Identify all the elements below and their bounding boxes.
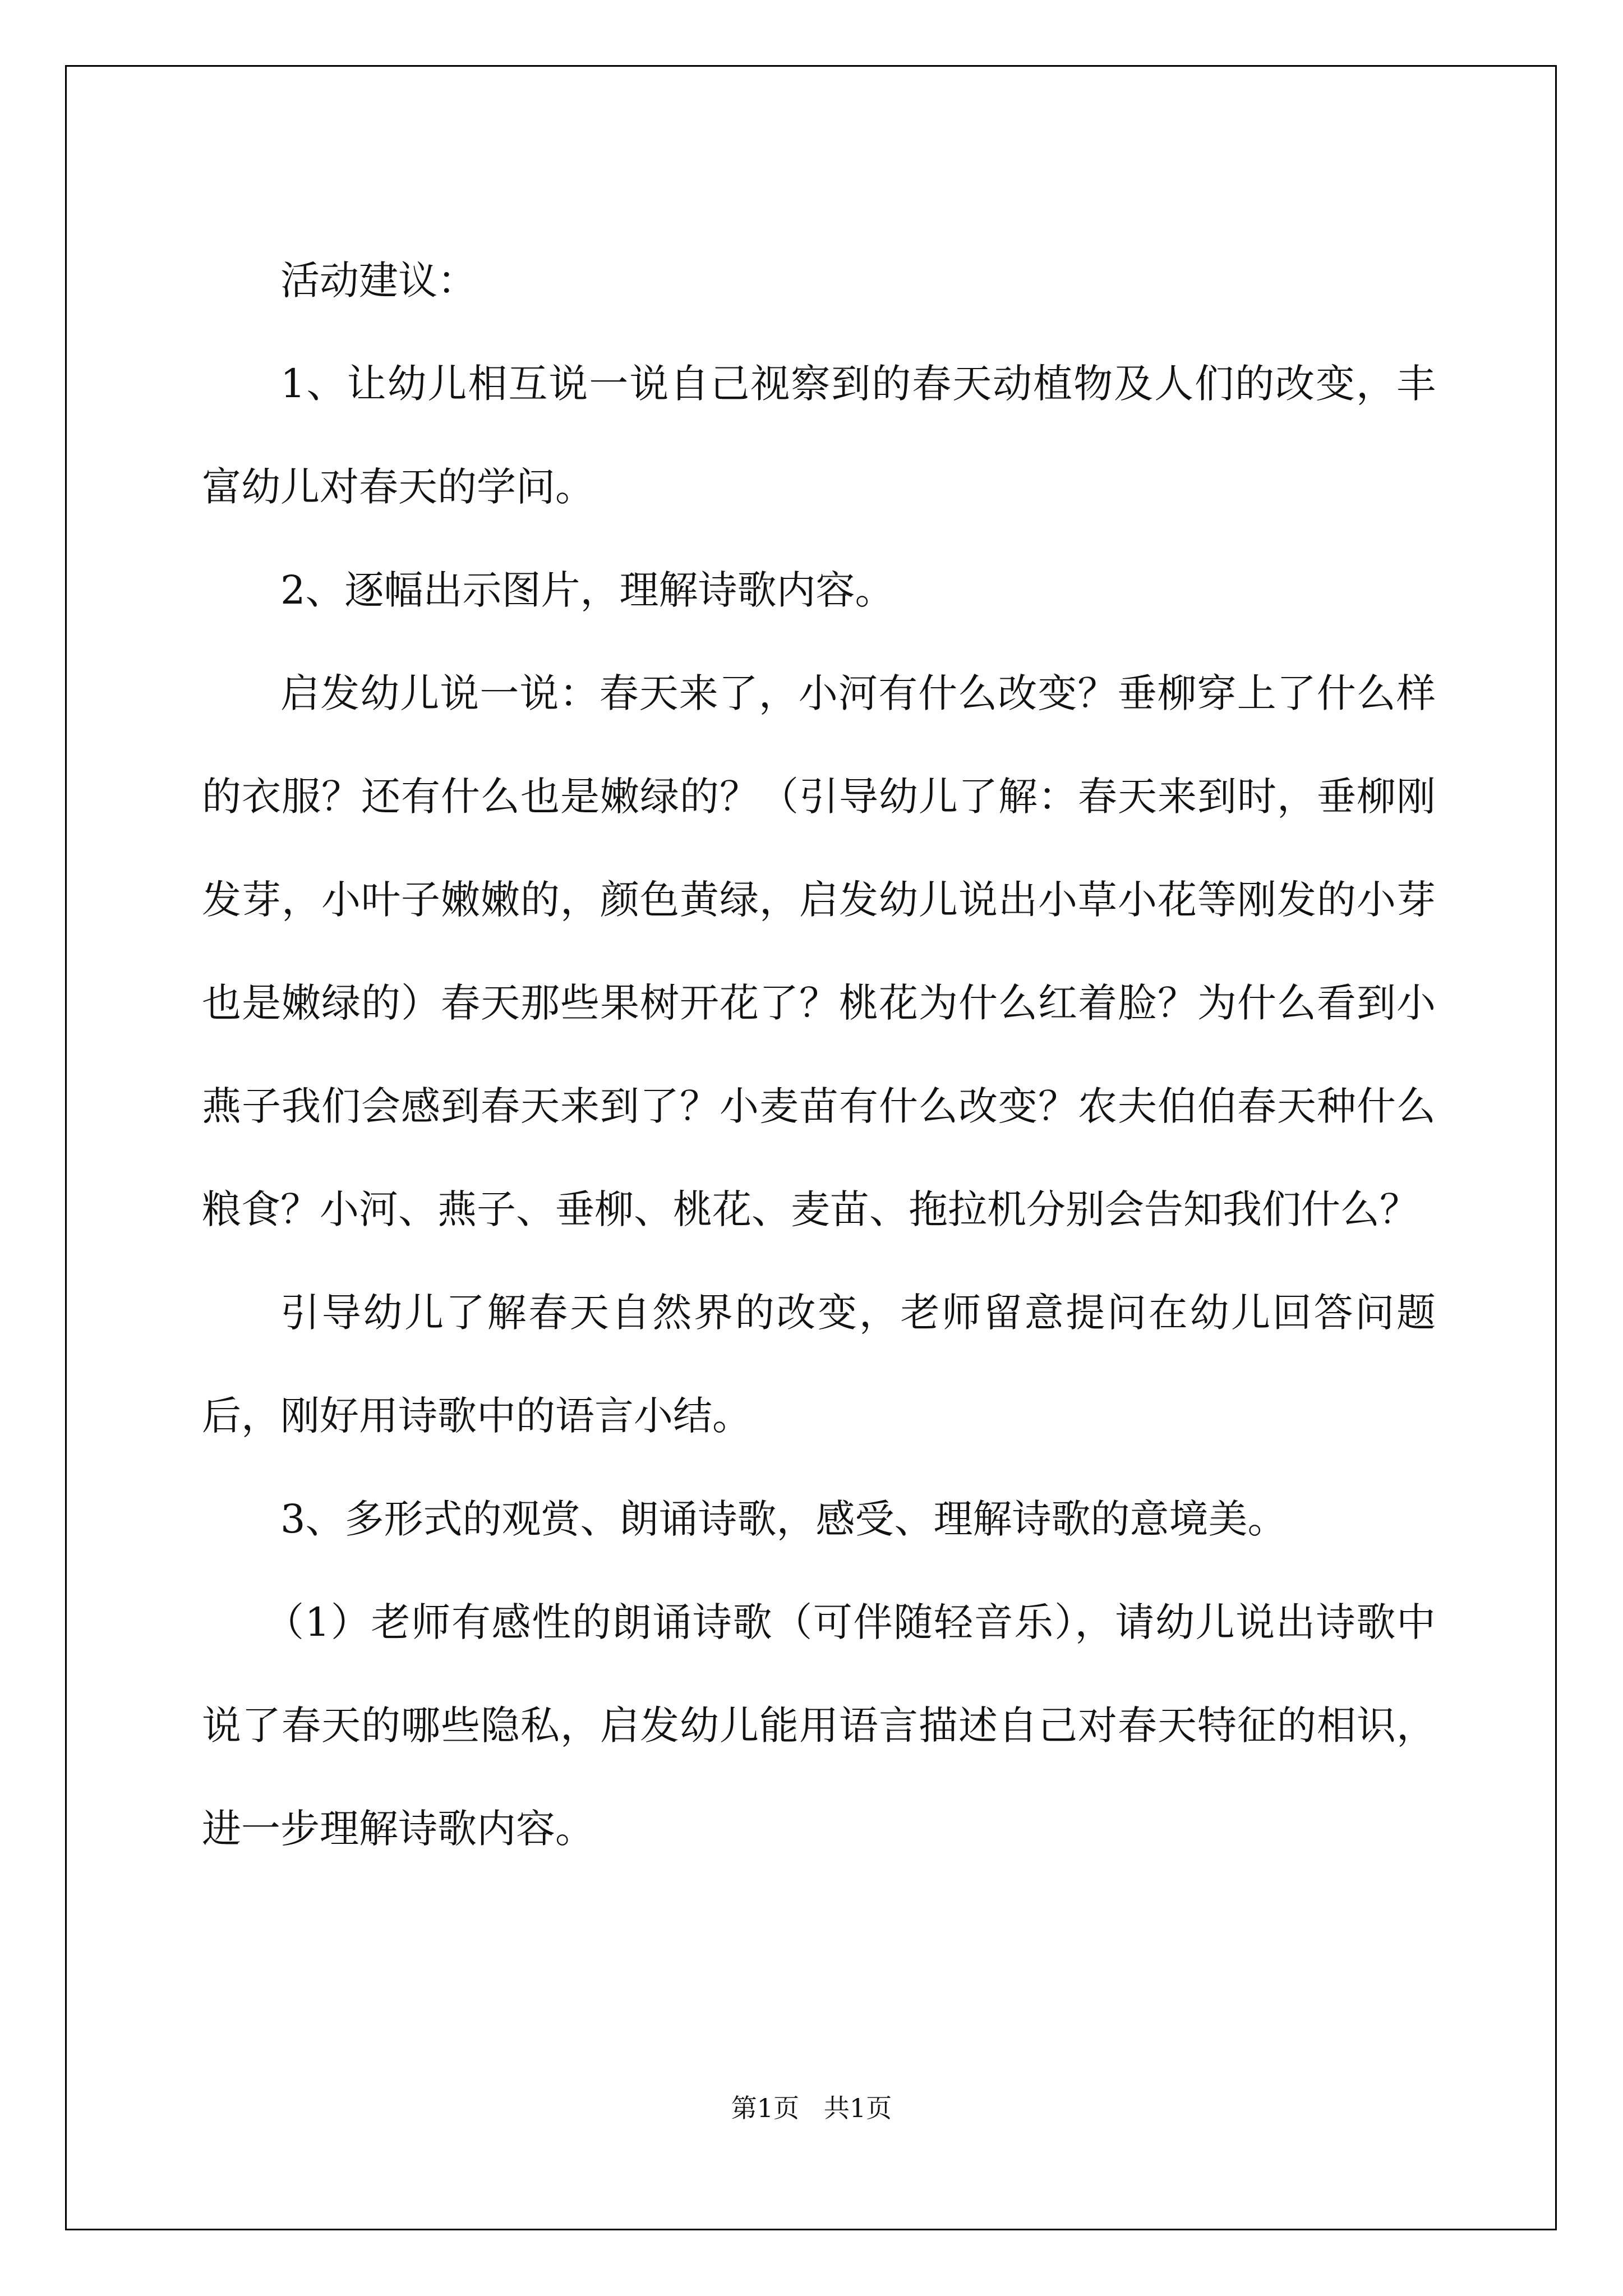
- document-body: [202, 229, 1436, 1880]
- paragraph-5: 3、多形式的观赏、朗诵诗歌，感受、理解诗歌的意境美。: [280, 1496, 1287, 1542]
- paragraph-4: 引导幼儿了解春天自然界的改变，老师留意提问在幼儿回答问题后，刚好用诗歌中的语言小结。: [202, 1290, 1436, 1439]
- page-footer: 第1页 共1页: [731, 2093, 892, 2123]
- paragraph-heading: 活动建议：: [280, 257, 477, 303]
- paragraph-2: 2、逐幅出示图片，理解诗歌内容。: [280, 567, 895, 613]
- paragraph-3: 启发幼儿说一说：春天来了，小河有什么改变？垂柳穿上了什么样的衣服？还有什么也是嫩绿的？（引导幼儿了解：春天来到时，垂柳刚发芽，小叶子嫩嫩的，颜色黄绿，启发幼儿说出小草小花等刚发的小芽也是嫩绿的）春天那些果树开花了？桃花为什么红着脸？为什么看到小燕子我们会感到春天来到了？小麦苗有什么改变？农夫伯伯春天种什么粮食？小河、燕子、垂柳、桃花、麦苗、拖拉机分别会告知我们什么？: [202, 670, 1436, 1232]
- paragraph-6: （1）老师有感性的朗诵诗歌（可伴随轻音乐），请幼儿说出诗歌中说了春天的哪些隐私，启发幼儿能用语言描述自己对春天特征的相识，进一步理解诗歌内容。: [202, 1599, 1436, 1852]
- paragraph-1: 1、让幼儿相互说一说自己视察到的春天动植物及人们的改变，丰富幼儿对春天的学问。: [202, 361, 1436, 510]
